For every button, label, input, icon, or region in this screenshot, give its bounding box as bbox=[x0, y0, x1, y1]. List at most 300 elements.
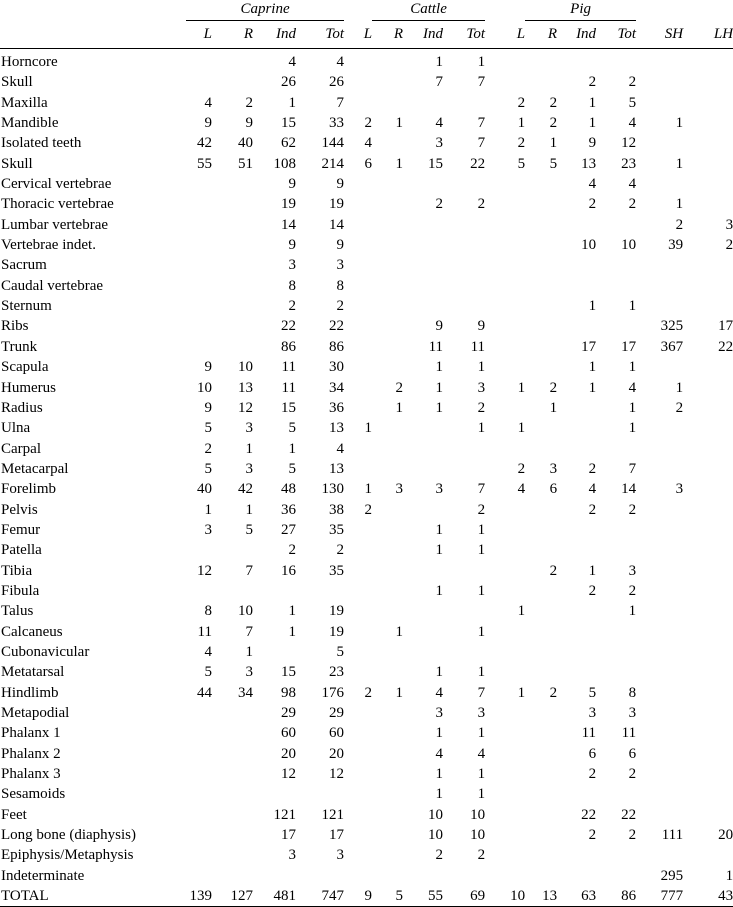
cell-value bbox=[636, 72, 683, 92]
row-label: TOTAL bbox=[0, 886, 186, 907]
cell-value: 9 bbox=[204, 115, 212, 132]
cell-value: 10 bbox=[581, 237, 597, 254]
cell-value bbox=[344, 744, 372, 764]
cell-value bbox=[683, 459, 733, 479]
cell-value: 5 bbox=[517, 155, 526, 172]
cell-value: 29 bbox=[281, 705, 296, 721]
cell-value: 1 bbox=[477, 542, 486, 559]
cell-value bbox=[344, 459, 372, 479]
cell-value bbox=[212, 316, 253, 336]
row-label: Phalanx 3 bbox=[1, 766, 61, 783]
cell-value: 4 bbox=[336, 440, 345, 457]
row-label: Isolated teeth bbox=[1, 135, 82, 152]
row-label: Tibia bbox=[1, 562, 33, 579]
cell-value: 2 bbox=[588, 196, 597, 213]
cell-value bbox=[212, 174, 253, 194]
cell-value: 1 bbox=[288, 603, 296, 620]
cell-value: 2 bbox=[725, 237, 733, 254]
cell-value bbox=[344, 255, 372, 275]
cell-value bbox=[372, 642, 403, 662]
cell-value bbox=[525, 215, 557, 235]
table-row bbox=[0, 662, 733, 682]
cell-value bbox=[344, 662, 372, 682]
cell-value: 17 bbox=[329, 827, 345, 844]
cell-value bbox=[525, 316, 557, 336]
cell-value: 1 bbox=[435, 542, 444, 559]
cell-value bbox=[403, 235, 443, 255]
cell-value: 295 bbox=[660, 867, 684, 884]
cell-value bbox=[596, 540, 636, 560]
cell-value: 2 bbox=[336, 298, 345, 315]
cell-value bbox=[596, 662, 636, 682]
cell-value: 1 bbox=[364, 420, 373, 437]
cell-value bbox=[485, 337, 525, 357]
row-label: Thoracic vertebrae bbox=[1, 196, 114, 213]
cell-value: 4 bbox=[628, 176, 637, 193]
cell-value: 55 bbox=[403, 886, 443, 907]
cell-value bbox=[372, 784, 403, 804]
cell-value: 2 bbox=[477, 399, 486, 416]
cell-value bbox=[683, 439, 733, 459]
cell-value bbox=[485, 194, 525, 214]
cell-value: 2 bbox=[477, 501, 486, 518]
cell-value bbox=[372, 744, 403, 764]
table-row bbox=[0, 316, 733, 336]
cell-value: 7 bbox=[245, 623, 253, 640]
cell-value bbox=[212, 337, 253, 357]
cell-value bbox=[636, 703, 683, 723]
cell-value bbox=[212, 49, 253, 73]
cell-value bbox=[596, 784, 636, 804]
cell-value bbox=[636, 520, 683, 540]
cell-value: 40 bbox=[197, 481, 212, 498]
table-row bbox=[0, 255, 733, 275]
cell-value bbox=[525, 72, 557, 92]
cell-value bbox=[344, 215, 372, 235]
cell-value: 130 bbox=[321, 481, 345, 498]
row-label: Radius bbox=[1, 399, 43, 416]
cell-value: 6 bbox=[549, 481, 558, 498]
cell-value bbox=[344, 235, 372, 255]
cell-value bbox=[485, 744, 525, 764]
cell-value bbox=[683, 500, 733, 520]
cell-value: 4 bbox=[364, 135, 373, 152]
cell-value: 2 bbox=[549, 94, 558, 111]
group-header-row bbox=[0, 0, 733, 21]
table-row bbox=[0, 500, 733, 520]
cell-value: 7 bbox=[477, 115, 486, 132]
cell-value: 2 bbox=[364, 501, 373, 518]
col-pig-ind: Ind bbox=[557, 21, 596, 49]
cell-value bbox=[683, 72, 733, 92]
cell-value: 2 bbox=[245, 94, 253, 111]
cell-value: 1 bbox=[588, 379, 597, 396]
cell-value bbox=[683, 276, 733, 296]
cell-value bbox=[485, 703, 525, 723]
cell-value bbox=[636, 601, 683, 621]
cell-value bbox=[212, 72, 253, 92]
row-label: Ribs bbox=[1, 318, 29, 335]
cell-value: 3 bbox=[288, 257, 296, 274]
cell-value bbox=[525, 500, 557, 520]
cell-value bbox=[443, 561, 485, 581]
cell-value bbox=[372, 194, 403, 214]
cell-value bbox=[525, 255, 557, 275]
cell-value: 13 bbox=[581, 155, 597, 172]
cell-value bbox=[636, 581, 683, 601]
cell-value bbox=[296, 866, 344, 886]
cell-value: 3 bbox=[336, 257, 345, 274]
cell-value bbox=[403, 439, 443, 459]
cell-value bbox=[372, 703, 403, 723]
cell-value: 2 bbox=[517, 460, 526, 477]
cell-value: 3 bbox=[477, 705, 486, 721]
cell-value bbox=[372, 296, 403, 316]
cell-value: 1 bbox=[245, 643, 253, 660]
cell-value: 11 bbox=[281, 379, 296, 396]
cell-value bbox=[212, 255, 253, 275]
cell-value bbox=[344, 703, 372, 723]
cell-value bbox=[253, 866, 296, 886]
cell-value: 1 bbox=[435, 766, 444, 783]
col-cattle-l: L bbox=[344, 21, 372, 49]
cell-value bbox=[344, 276, 372, 296]
cell-value: 11 bbox=[581, 725, 597, 742]
cell-value bbox=[683, 683, 733, 703]
cell-value: 1 bbox=[675, 155, 684, 172]
cell-value: 16 bbox=[281, 562, 296, 579]
cell-value: 20 bbox=[329, 745, 345, 762]
cell-value bbox=[683, 662, 733, 682]
cell-value: 121 bbox=[321, 806, 345, 823]
cell-value: 1 bbox=[477, 664, 486, 681]
corner-blank bbox=[0, 0, 186, 21]
row-label: Long bone (diaphysis) bbox=[1, 827, 136, 844]
cell-value bbox=[212, 805, 253, 825]
cell-value bbox=[403, 500, 443, 520]
cell-value bbox=[525, 601, 557, 621]
table-row bbox=[0, 520, 733, 540]
cell-value bbox=[344, 540, 372, 560]
cell-value: 2 bbox=[628, 74, 637, 91]
cell-value bbox=[525, 825, 557, 845]
cell-value: 13 bbox=[238, 379, 253, 396]
cell-value bbox=[525, 744, 557, 764]
cell-value bbox=[525, 805, 557, 825]
cell-value: 3 bbox=[395, 481, 404, 498]
cell-value bbox=[636, 561, 683, 581]
row-label: Sacrum bbox=[1, 257, 47, 274]
cell-value: 1 bbox=[517, 420, 526, 437]
row-label: Sesamoids bbox=[1, 786, 66, 803]
cell-value: 48 bbox=[281, 481, 296, 498]
cell-value bbox=[372, 581, 403, 601]
cell-value: 38 bbox=[329, 501, 345, 518]
cell-value: 1 bbox=[675, 115, 684, 132]
cell-value: 3 bbox=[628, 705, 637, 721]
cell-value: 98 bbox=[281, 684, 296, 701]
cell-value: 13 bbox=[525, 886, 557, 907]
table-row bbox=[0, 133, 733, 153]
cell-value: 325 bbox=[660, 318, 684, 335]
cell-value: 4 bbox=[288, 54, 296, 70]
cell-value bbox=[372, 72, 403, 92]
group-caprine: Caprine bbox=[186, 0, 344, 21]
cell-value bbox=[636, 174, 683, 194]
col-pig-l: L bbox=[485, 21, 525, 49]
cell-value bbox=[683, 113, 733, 133]
table-row bbox=[0, 744, 733, 764]
cell-value bbox=[212, 744, 253, 764]
cell-value bbox=[485, 784, 525, 804]
cell-value: 1 bbox=[395, 684, 404, 701]
cell-value: 22 bbox=[718, 338, 733, 355]
cell-value bbox=[683, 479, 733, 499]
table-row bbox=[0, 764, 733, 784]
cell-value bbox=[186, 49, 212, 73]
cell-value bbox=[596, 642, 636, 662]
cell-value: 12 bbox=[197, 562, 212, 579]
cell-value bbox=[403, 642, 443, 662]
row-label: Hindlimb bbox=[1, 684, 59, 701]
cell-value: 5 bbox=[204, 420, 212, 437]
cell-value bbox=[683, 601, 733, 621]
cell-value: 6 bbox=[588, 745, 597, 762]
group-gap bbox=[485, 0, 525, 21]
table-row bbox=[0, 194, 733, 214]
table-body bbox=[0, 49, 733, 907]
cell-value bbox=[525, 418, 557, 438]
cell-value bbox=[186, 845, 212, 865]
cell-value bbox=[372, 215, 403, 235]
cell-value bbox=[372, 459, 403, 479]
cell-value: 4 bbox=[628, 379, 637, 396]
cell-value bbox=[443, 601, 485, 621]
table-row bbox=[0, 113, 733, 133]
cell-value: 35 bbox=[329, 521, 345, 538]
table-row bbox=[0, 622, 733, 642]
cell-value: 3 bbox=[245, 420, 253, 437]
cell-value: 86 bbox=[281, 338, 296, 355]
cell-value: 10 bbox=[470, 827, 486, 844]
cell-value bbox=[557, 540, 596, 560]
cell-value bbox=[403, 174, 443, 194]
table-row bbox=[0, 866, 733, 886]
cell-value bbox=[485, 500, 525, 520]
cell-value bbox=[557, 418, 596, 438]
cell-value bbox=[557, 215, 596, 235]
cell-value bbox=[443, 296, 485, 316]
cell-value bbox=[372, 276, 403, 296]
cell-value: 777 bbox=[636, 886, 683, 907]
cell-value bbox=[683, 642, 733, 662]
cell-value bbox=[372, 93, 403, 113]
table-row bbox=[0, 49, 733, 73]
table-row bbox=[0, 357, 733, 377]
row-label: Mandible bbox=[1, 115, 59, 132]
cell-value bbox=[636, 439, 683, 459]
cell-value bbox=[372, 540, 403, 560]
cell-value: 1 bbox=[288, 623, 296, 640]
row-label: Patella bbox=[1, 542, 42, 559]
cell-value: 2 bbox=[477, 847, 486, 864]
row-label: Feet bbox=[1, 806, 27, 823]
cell-value bbox=[557, 784, 596, 804]
cell-value: 5 bbox=[628, 94, 637, 111]
cell-value bbox=[372, 49, 403, 73]
row-label: Metapodial bbox=[1, 705, 70, 721]
cell-value: 2 bbox=[336, 542, 345, 559]
cell-value: 4 bbox=[588, 481, 597, 498]
cell-value: 14 bbox=[329, 216, 345, 233]
cell-value: 5 bbox=[372, 886, 403, 907]
cell-value bbox=[344, 316, 372, 336]
row-label: Trunk bbox=[1, 338, 38, 355]
table-row bbox=[0, 337, 733, 357]
cell-value: 2 bbox=[435, 847, 444, 864]
cell-value bbox=[186, 764, 212, 784]
cell-value bbox=[485, 866, 525, 886]
cell-value: 2 bbox=[395, 379, 404, 396]
table-row bbox=[0, 540, 733, 560]
cell-value bbox=[557, 439, 596, 459]
table-row bbox=[0, 154, 733, 174]
cell-value bbox=[344, 520, 372, 540]
cell-value bbox=[344, 398, 372, 418]
table-row bbox=[0, 601, 733, 621]
cell-value bbox=[372, 845, 403, 865]
cell-value: 1 bbox=[435, 582, 444, 599]
cell-value bbox=[683, 764, 733, 784]
cell-value bbox=[683, 581, 733, 601]
cell-value bbox=[485, 316, 525, 336]
cell-value: 33 bbox=[329, 115, 345, 132]
cell-value bbox=[212, 825, 253, 845]
cell-value bbox=[485, 296, 525, 316]
cell-value bbox=[403, 255, 443, 275]
cell-value bbox=[344, 49, 372, 73]
cell-value bbox=[186, 581, 212, 601]
cell-value bbox=[525, 642, 557, 662]
row-label: Humerus bbox=[1, 379, 56, 396]
cell-value: 1 bbox=[517, 115, 526, 132]
cell-value: 3 bbox=[435, 705, 444, 721]
cell-value: 1 bbox=[549, 399, 558, 416]
cell-value bbox=[485, 581, 525, 601]
cell-value: 2 bbox=[628, 827, 637, 844]
cell-value bbox=[186, 316, 212, 336]
cell-value bbox=[596, 866, 636, 886]
cell-value: 9 bbox=[204, 399, 212, 416]
cell-value: 1 bbox=[364, 481, 373, 498]
row-label: Carpal bbox=[1, 440, 41, 457]
cell-value bbox=[186, 825, 212, 845]
cell-value: 3 bbox=[435, 135, 444, 152]
cell-value bbox=[212, 296, 253, 316]
cell-value bbox=[253, 642, 296, 662]
row-label: Ulna bbox=[1, 420, 31, 437]
cell-value: 42 bbox=[197, 135, 212, 152]
cell-value: 11 bbox=[197, 623, 212, 640]
cell-value: 2 bbox=[588, 766, 597, 783]
cell-value bbox=[443, 459, 485, 479]
cell-value: 4 bbox=[204, 643, 212, 660]
cell-value: 1 bbox=[435, 521, 444, 538]
col-cattle-tot: Tot bbox=[443, 21, 485, 49]
group-gap bbox=[344, 0, 372, 21]
cell-value: 1 bbox=[628, 359, 637, 376]
table-row bbox=[0, 479, 733, 499]
cell-value: 1 bbox=[477, 623, 486, 640]
cell-value: 4 bbox=[435, 115, 444, 132]
cell-value: 5 bbox=[204, 460, 212, 477]
cell-value: 1 bbox=[628, 420, 637, 437]
cell-value: 34 bbox=[329, 379, 345, 396]
cell-value: 17 bbox=[718, 318, 733, 335]
cell-value: 8 bbox=[288, 277, 296, 294]
cell-value bbox=[525, 764, 557, 784]
cell-value bbox=[372, 357, 403, 377]
cell-value: 4 bbox=[517, 481, 526, 498]
cell-value bbox=[372, 723, 403, 743]
cell-value bbox=[485, 520, 525, 540]
cell-value: 9 bbox=[588, 135, 597, 152]
cell-value bbox=[443, 215, 485, 235]
cell-value: 3 bbox=[675, 481, 684, 498]
cell-value: 1 bbox=[588, 298, 597, 315]
cell-value bbox=[525, 784, 557, 804]
cell-value: 1 bbox=[549, 135, 558, 152]
cell-value: 2 bbox=[628, 766, 637, 783]
cell-value: 9 bbox=[344, 886, 372, 907]
cell-value bbox=[212, 540, 253, 560]
cell-value: 39 bbox=[668, 237, 684, 254]
cell-value bbox=[186, 215, 212, 235]
cell-value bbox=[403, 561, 443, 581]
cell-value: 2 bbox=[477, 196, 486, 213]
cell-value bbox=[186, 72, 212, 92]
cell-value: 12 bbox=[238, 399, 253, 416]
cell-value: 481 bbox=[253, 886, 296, 907]
cell-value: 4 bbox=[588, 176, 597, 193]
cell-value bbox=[186, 194, 212, 214]
cell-value bbox=[443, 866, 485, 886]
cell-value bbox=[372, 316, 403, 336]
cell-value: 2 bbox=[628, 582, 637, 599]
cell-value: 3 bbox=[245, 664, 253, 681]
cell-value: 20 bbox=[281, 745, 296, 762]
cell-value: 4 bbox=[628, 115, 637, 132]
cell-value bbox=[596, 845, 636, 865]
cell-value: 4 bbox=[204, 94, 212, 111]
cell-value bbox=[344, 72, 372, 92]
cell-value bbox=[372, 520, 403, 540]
col-cattle-r: R bbox=[372, 21, 403, 49]
cell-value: 27 bbox=[281, 521, 296, 538]
cell-value bbox=[683, 723, 733, 743]
cell-value bbox=[403, 276, 443, 296]
cell-value: 2 bbox=[288, 298, 296, 315]
table-row bbox=[0, 439, 733, 459]
cell-value: 5 bbox=[549, 155, 558, 172]
cell-value bbox=[372, 805, 403, 825]
cell-value bbox=[186, 235, 212, 255]
cell-value bbox=[372, 662, 403, 682]
cell-value bbox=[683, 744, 733, 764]
cell-value bbox=[344, 337, 372, 357]
cell-value: 15 bbox=[281, 399, 296, 416]
cell-value bbox=[596, 215, 636, 235]
